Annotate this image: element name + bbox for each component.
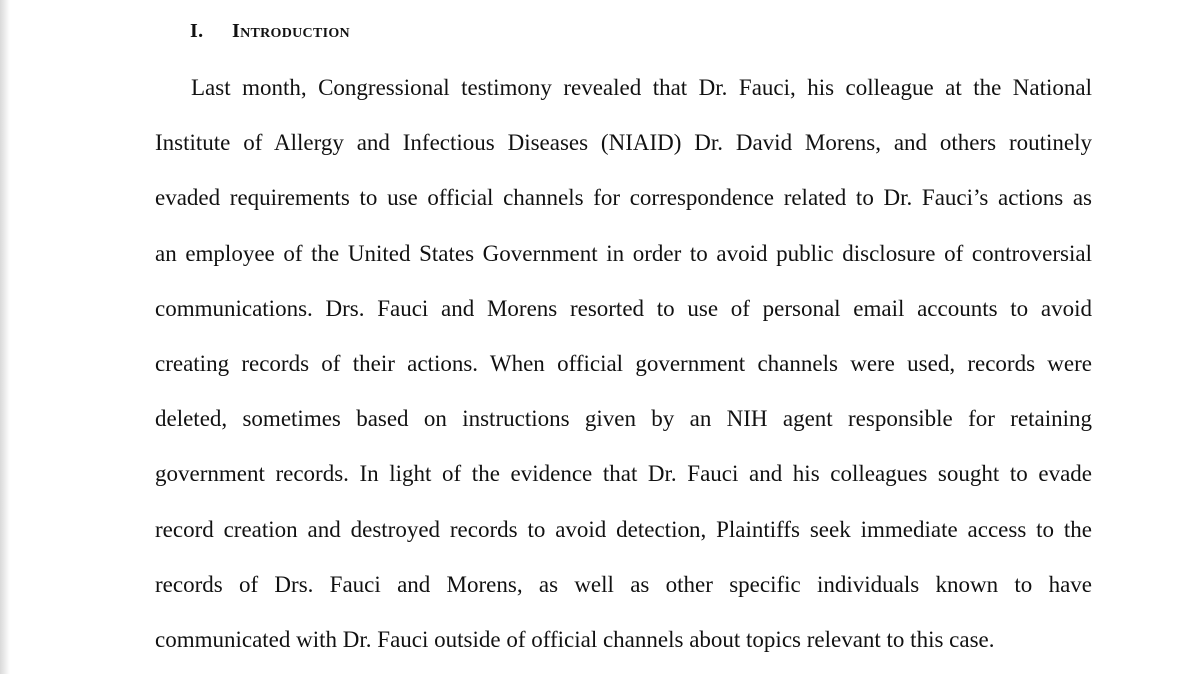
paragraph-line: evaded requirements to use official channels for correspondence related to Dr. Fauci’s actions as (155, 185, 1092, 211)
page-edge-shadow (0, 0, 10, 674)
paragraph-line: communications. Drs. Fauci and Morens resorted to use of personal email accounts to avoid (155, 295, 1092, 321)
paragraph-line: deleted, sometimes based on instructions given by an NIH agent responsible for retaining (155, 406, 1092, 432)
introduction-paragraph (155, 60, 1092, 667)
paragraph-line: Institute of Allergy and Infectious Diseases (NIAID) Dr. David Morens, and others routinely (155, 130, 1092, 156)
paragraph-line: communicated with Dr. Fauci outside of official channels about topics relevant to this case. (155, 626, 995, 652)
section-heading (190, 20, 350, 43)
section-title: Introduction (232, 20, 350, 42)
paragraph-line: government records. In light of the evidence that Dr. Fauci and his colleagues sought to evade (155, 461, 1092, 487)
paragraph-line: record creation and destroyed records to avoid detection, Plaintiffs seek immediate access to the (155, 516, 1092, 542)
paragraph-line: records of Drs. Fauci and Morens, as well as other specific individuals known to have (155, 571, 1092, 597)
section-numeral: I. (190, 20, 204, 42)
paragraph-line: Last month, Congressional testimony revealed that Dr. Fauci, his colleague at the National (191, 75, 1092, 100)
paragraph-line: an employee of the United States Government in order to avoid public disclosure of controversial (155, 240, 1092, 266)
paragraph-line: creating records of their actions. When official government channels were used, records were (155, 350, 1092, 376)
